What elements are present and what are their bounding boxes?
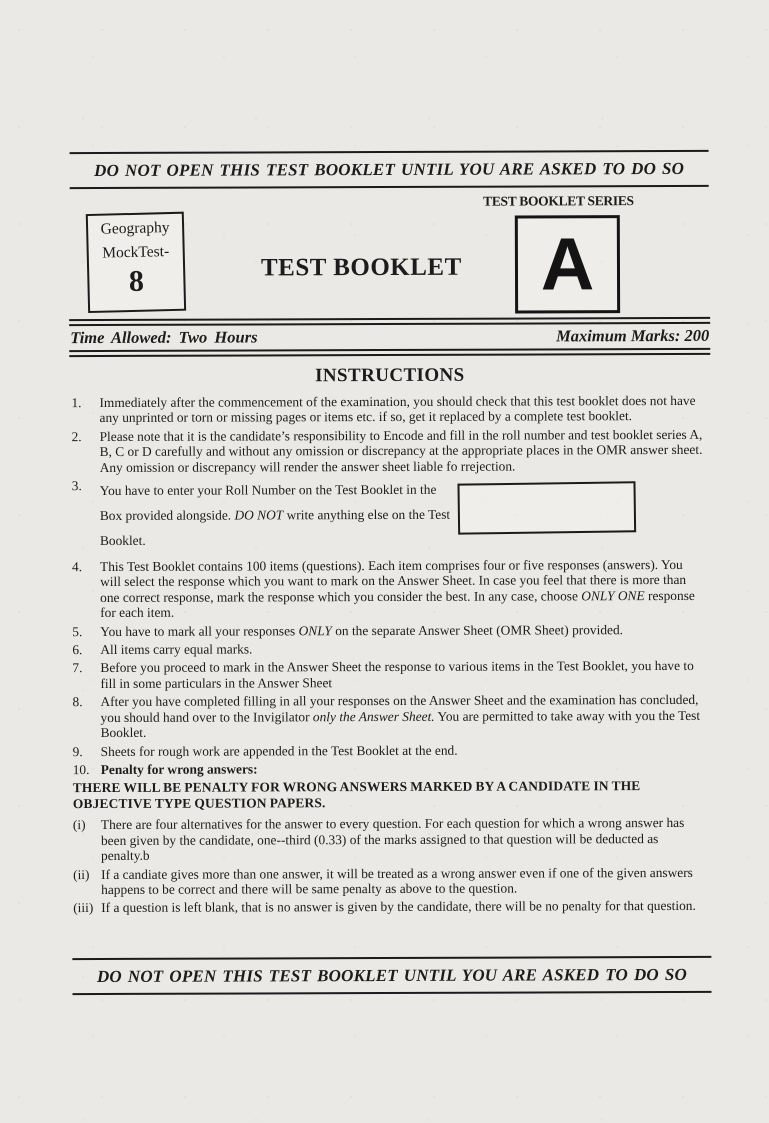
instruction-item <box>71 393 702 426</box>
instruction-text: If a question is left blank, that is no answer is given by the candidate, there will be no penalty for that question. <box>101 898 696 916</box>
instruction-number: 4. <box>71 559 83 575</box>
instruction-item <box>72 622 703 640</box>
instructions-heading: INSTRUCTIONS <box>315 364 465 387</box>
instruction-item <box>72 658 703 691</box>
mock-test-label: MockTest- <box>102 243 170 262</box>
subject-box <box>86 212 186 313</box>
instruction-number: (iii) <box>73 900 94 916</box>
divider-rule <box>69 317 710 326</box>
series-letter: A <box>540 222 595 306</box>
instruction-text: Penalty for wrong answers: <box>100 761 258 777</box>
instruction-text: This Test Booklet contains 100 items (questions). Each item comprises four or five responses (answers). You will select the response which you want to mark on the Answer Sheet. In case you feel that there is more than one correct response, mark the response which you consider the best. In any case, choose ONLY ONE response for each item. <box>99 556 695 621</box>
instruction-number: 10. <box>72 761 90 777</box>
meta-row <box>70 326 709 348</box>
instruction-text: If a candiate gives more than one answer, it will be treated as a wrong answer even if one of the given answers happens to be correct and there will be same penalty as above to the question. <box>101 864 693 897</box>
instruction-item <box>72 557 703 621</box>
instruction-number: (ii) <box>73 866 90 882</box>
instruction-number: 5. <box>72 623 83 639</box>
bottom-warning-banner <box>72 956 711 995</box>
instruction-item <box>72 692 703 740</box>
subject-name: Geography <box>100 219 170 238</box>
instructions-list <box>71 393 704 919</box>
instruction-item <box>73 864 704 897</box>
instruction-number: 9. <box>72 743 83 759</box>
instruction-item <box>73 741 704 759</box>
instruction-text: Please note that it is the candidate’s responsibility to Encode and fill in the roll number and test booklet series A, B, C or D carefully and without any omission or discrepancy at the appropriate places in the OMR answer sheet. Any omission or discrepancy will render the answer sheet liable fo rrejection. <box>99 426 703 475</box>
instruction-text: After you have completed filling in all your responses on the Answer Sheet and the examination has concluded, you should hand over to the Invigilator only the Answer Sheet. You are permitted to take away with you the Test Booklet. <box>100 692 701 741</box>
instruction-text: There are four alternatives for the answer to every question. For each question for which a wrong answer has been given by the candidate, one--third (0.33) of the marks assigned to that question will be deducted as penalty.b <box>100 815 685 864</box>
instruction-text: Immediately after the commencement of the examination, you should check that this test booklet does not have any unprinted or torn or missing pages or items etc. if so, get it replaced by a complete test booklet. <box>99 392 696 426</box>
instruction-text: You have to mark all your responses ONLY on the separate Answer Sheet (OMR Sheet) provided. <box>100 621 624 639</box>
roll-number-box <box>457 481 636 534</box>
instruction-number: 6. <box>72 642 83 658</box>
instruction-item <box>72 640 703 658</box>
top-warning-text: DO NOT OPEN THIS TEST BOOKLET UNTIL YOU ARE ASKED TO DO SO <box>94 158 685 181</box>
instruction-text: Before you proceed to mark in the Answer Sheet the response to various items in the Test Booklet, you have to fill in some particulars in the Answer Sheet <box>100 658 694 691</box>
instruction-number: 7. <box>72 660 83 676</box>
penalty-note: THERE WILL BE PENALTY FOR WRONG ANSWERS MARKED BY A CANDIDATE IN THE OBJECTIVE TYPE QUESTION PAPERS. <box>72 778 641 812</box>
mock-test-number: 8 <box>128 264 145 299</box>
instruction-text: Sheets for rough work are appended in the Test Booklet at the end. <box>100 742 458 759</box>
bottom-warning-text: DO NOT OPEN THIS TEST BOOKLET UNTIL YOU ARE ASKED TO DO SO <box>96 964 687 987</box>
time-allowed-label: Time Allowed: Two Hours <box>70 327 258 348</box>
divider-rule <box>69 348 710 357</box>
instruction-item <box>73 815 704 863</box>
top-warning-banner <box>70 150 709 189</box>
instruction-number: 2. <box>71 428 82 444</box>
instruction-text: You have to enter your Roll Number on the Test Booklet in the Box provided alongside. DO NOT write anything else on the Test Booklet. <box>99 481 451 549</box>
instruction-text: All items carry equal marks. <box>100 641 253 658</box>
series-letter-box <box>515 215 620 313</box>
test-booklet-series-label: TEST BOOKLET SERIES <box>483 193 634 209</box>
instruction-item <box>72 427 703 475</box>
instruction-number: 3. <box>71 478 82 494</box>
instruction-number: 1. <box>71 395 82 411</box>
instruction-item <box>73 760 704 778</box>
instruction-item <box>73 898 704 916</box>
maximum-marks-label: Maximum Marks: 200 <box>556 325 710 346</box>
instruction-number: 8. <box>72 694 83 710</box>
instruction-item <box>72 476 703 556</box>
instruction-number: (i) <box>72 817 86 833</box>
page-title: TEST BOOKLET <box>260 253 462 282</box>
